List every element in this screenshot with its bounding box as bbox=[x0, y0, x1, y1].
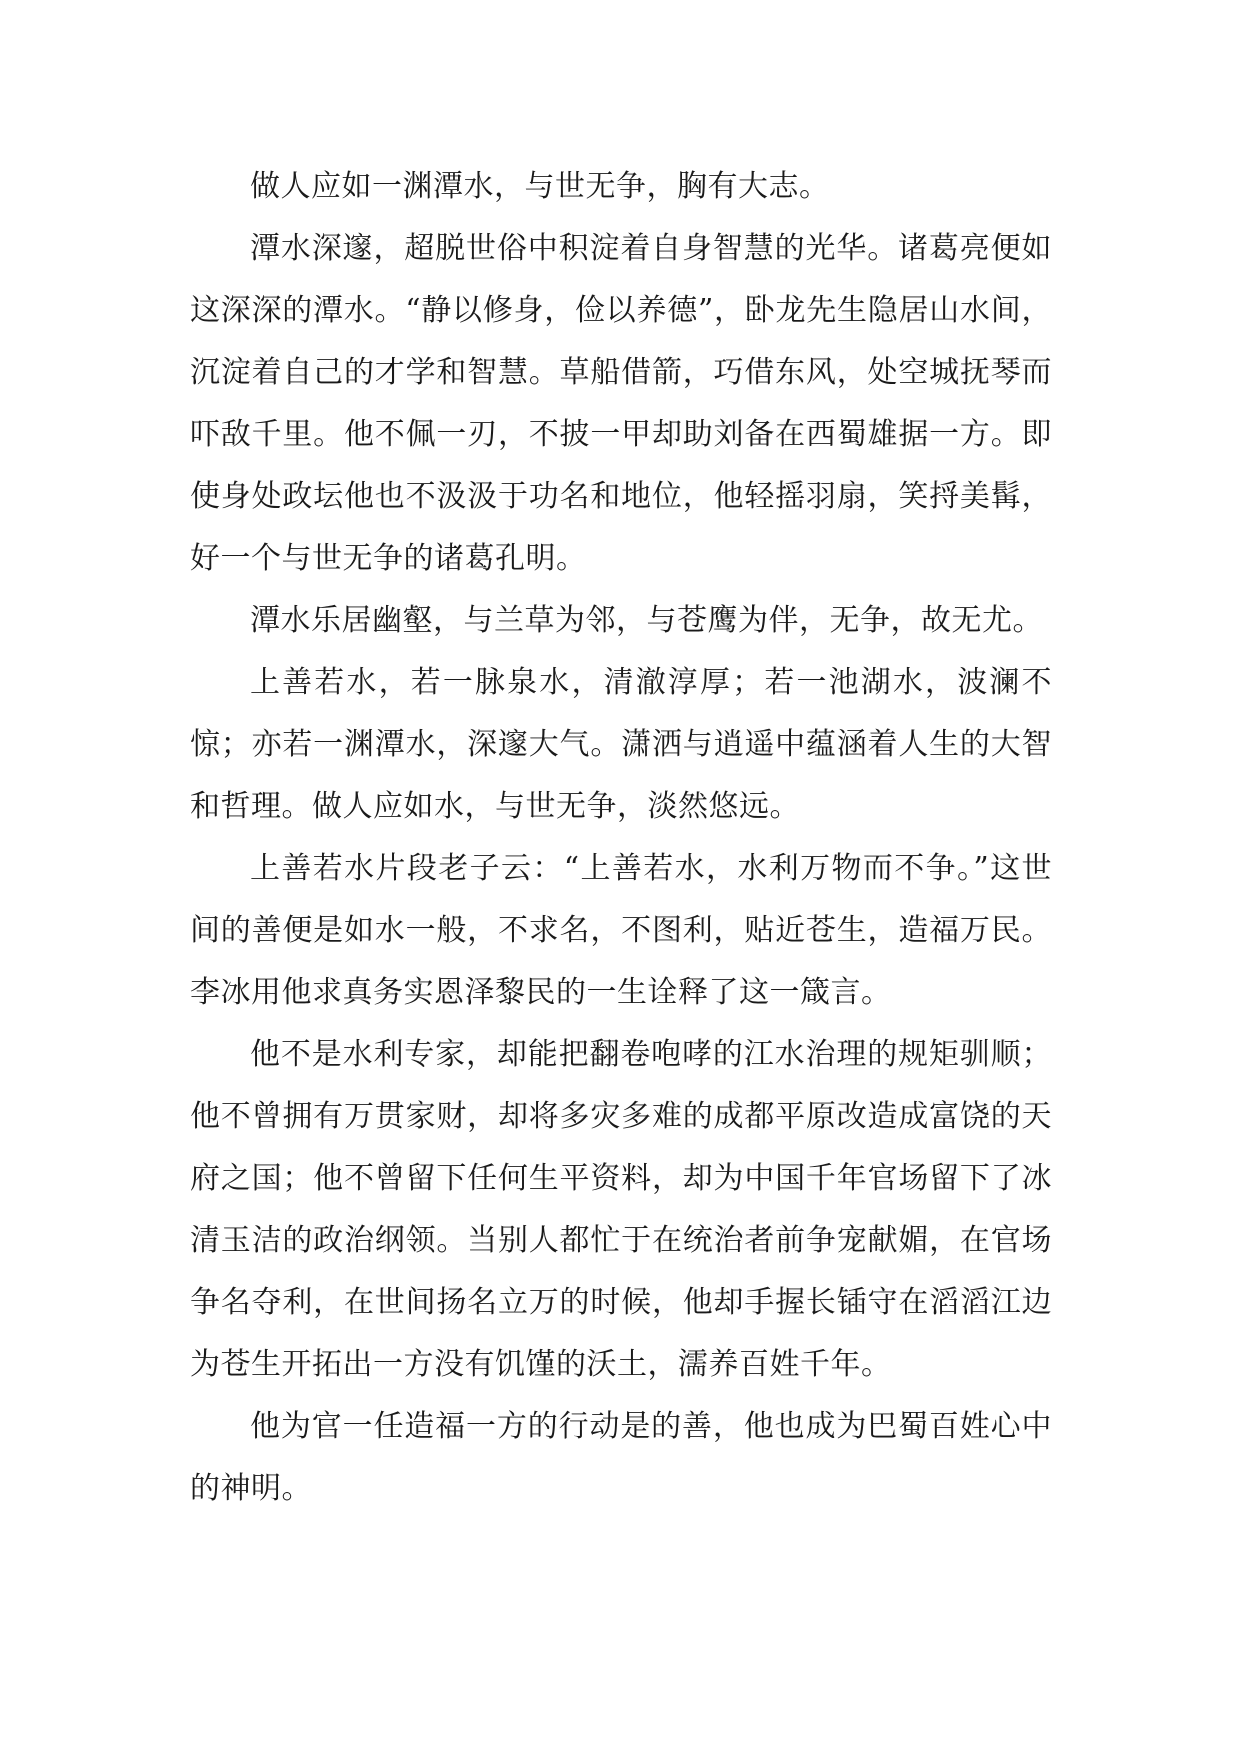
paragraph: 上善若水，若一脉泉水，清澈淳厚；若一池湖水，波澜不惊；亦若一渊潭水，深邃大气。潇洒与逍遥中蕴涵着人生的大智和哲理。做人应如水，与世无争，淡然悠远。 bbox=[190, 665, 1052, 824]
paragraph: 做人应如一渊潭水，与世无争，胸有大志。 bbox=[250, 169, 830, 204]
paragraph: 他为官一任造福一方的行动是的善，他也成为巴蜀百姓心中的神明。 bbox=[190, 1409, 1052, 1506]
paragraph: 上善若水片段老子云：“上善若水，水利万物而不争。”这世间的善便是如水一般，不求名，不图利，贴近苍生，造福万民。李冰用他求真务实恩泽黎民的一生诠释了这一箴言。 bbox=[190, 851, 1052, 1010]
essay-body bbox=[190, 156, 1052, 1520]
paragraph: 潭水乐居幽壑，与兰草为邻，与苍鹰为伴，无争，故无尤。 bbox=[250, 603, 1043, 638]
paragraph: 潭水深邃，超脱世俗中积淀着自身智慧的光华。诸葛亮便如这深深的潭水。“静以修身，俭以养德”，卧龙先生隐居山水间，沉淀着自己的才学和智慧。草船借箭，巧借东风，处空城抚琴而吓敌千里。他不佩一刃，不披一甲却助刘备在西蜀雄据一方。即使身处政坛他也不汲汲于功名和地位，他轻摇羽扇，笑捋美髯，好一个与世无争的诸葛孔明。 bbox=[190, 231, 1052, 576]
paragraph: 他不是水利专家，却能把翻卷咆哮的江水治理的规矩驯顺；他不曾拥有万贯家财，却将多灾多难的成都平原改造成富饶的天府之国；他不曾留下任何生平资料，却为中国千年官场留下了冰清玉洁的政治纲领。当别人都忙于在统治者前争宠献媚，在官场争名夺利，在世间扬名立万的时候，他却手握长锸守在滔滔江边为苍生开拓出一方没有饥馑的沃土，濡养百姓千年。 bbox=[190, 1037, 1052, 1382]
